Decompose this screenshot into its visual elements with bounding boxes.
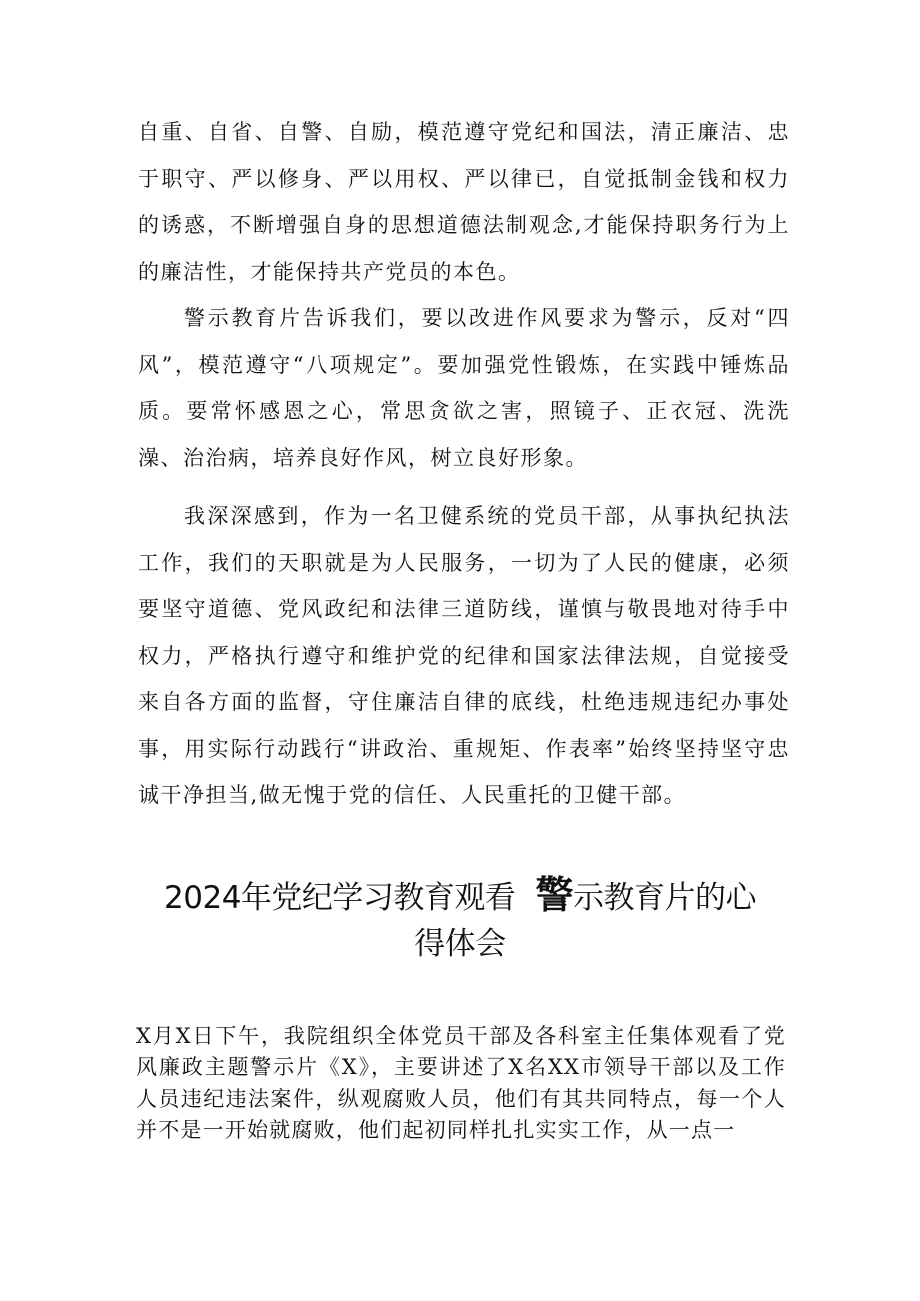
paragraph-2: 警示教育片告诉我们，要以改进作风要求为警示，反对“四风”，模范遵守“八项规定”。要加强党性锻炼，在实践中锤炼品质。要常怀感恩之心，常思贪欲之害，照镜子、正衣冠、洗洗澡、治治病，培养良好作风，树立良好形象。	[138, 306, 790, 470]
title-part-2: 示教育片的心	[572, 880, 756, 916]
section2-paragraph: X月X日下午，我院组织全体党员干部及各科室主任集体观看了党风廉政主题警示片《X》，主要讲述了X名XX市领导干部以及工作人员违纪违法案件，纵观腐败人员，他们有其共同特点，每一个人并不是一开始就腐败，他们起初同样扎扎实实工作，从一点一	[136, 1024, 786, 1142]
title-part-1: 2024年党纪学习教育观看	[164, 880, 516, 916]
paragraph-1: 自重、自省、自警、自励，模范遵守党纪和国法，清正廉洁、忠于职守、严以修身、严以用权、严以律已，自觉抵制金钱和权力的诱惑，不断增强自身的思想道德法制观念,才能保持职务行为上的廉洁性，才能保持共产党员的本色。	[138, 120, 790, 284]
title-line-2: 得体会	[414, 926, 506, 962]
title-enlarged-char: 警	[535, 873, 573, 917]
paragraph-3: 我深深感到，作为一名卫健系统的党员干部，从事执纪执法工作，我们的天职就是为人民服务，一切为了人民的健康，必须要坚守道德、党风政纪和法律三道防线，谨慎与敬畏地对待手中权力，严格执行遵守和维护党的纪律和国家法律法规，自觉接受来自各方面的监督，守住廉洁自律的底线，杜绝违规违纪办事处事，用实际行动践行“讲政治、重规矩、作表率”始终坚持坚守忠诚干净担当,做无愧于党的信任、人民重托的卫健干部。	[138, 504, 790, 807]
section-title	[110, 872, 810, 967]
